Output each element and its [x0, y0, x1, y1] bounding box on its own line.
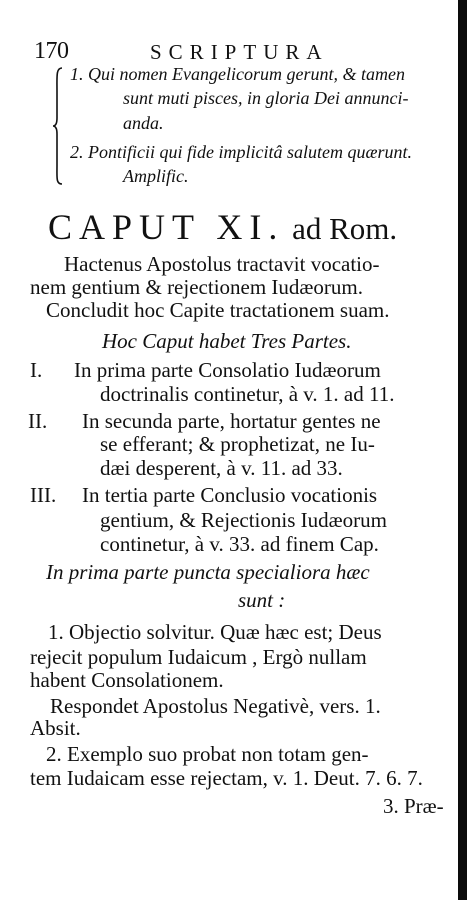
part-3-line-3: continetur, à v. 33. ad finem Cap.	[100, 532, 379, 556]
part-2-line-3: dæi desperent, à v. 11. ad 33.	[100, 456, 343, 480]
parts-heading: Hoc Caput habet Tres Partes.	[102, 329, 352, 353]
part-3-numeral: III.	[30, 483, 57, 507]
part-2-line-1: In secunda parte, hortatur gentes ne	[82, 409, 381, 433]
intro-line-1: Hactenus Apostolus tractavit vocatio-	[64, 252, 380, 276]
part-1-line-1: In prima parte Consolatio Iudæorum	[74, 358, 381, 382]
marginal-note-2-line-1: 2. Pontificii qui fide implicitâ salutem quærunt.	[70, 142, 412, 162]
part-3-line-2: gentium, & Rejectionis Iudæorum	[100, 508, 387, 532]
intro-line-3: Concludit hoc Capite tractationem suam.	[46, 298, 390, 322]
marginal-note-1-line-2: sunt muti pisces, in gloria Dei annunci-	[123, 88, 409, 108]
point-2-line-2: tem Iudaicam esse rejectam, v. 1. Deut. 7. 6. 7.	[30, 766, 423, 790]
point-1-line-2: rejecit populum Iudaicum , Ergò nullam	[30, 645, 367, 669]
part-1-numeral: I.	[30, 358, 43, 382]
marginal-note-1-line-3: anda.	[123, 113, 164, 133]
catchword: 3. Præ-	[383, 794, 444, 818]
part-1-line-2: doctrinalis continetur, à v. 1. ad 11.	[100, 382, 395, 406]
part-3-line-1: In tertia parte Conclusio vocationis	[82, 483, 378, 507]
subheading-line-1: In prima parte puncta specialiora hæc	[46, 560, 370, 584]
part-2-line-2: se efferant; & prophetizat, ne Iu-	[100, 432, 375, 456]
chapter-title	[48, 206, 397, 248]
running-title: SCRIPTURA	[150, 40, 329, 64]
page-edge-shadow	[458, 0, 467, 900]
marginal-note-1-line-1: 1. Qui nomen Evangelicorum gerunt, & tamen	[70, 64, 405, 84]
point-1-line-4: Respondet Apostolus Negativè, vers. 1.	[50, 694, 381, 718]
part-2-numeral: II.	[28, 409, 48, 433]
chapter-title-main: CAPUT XI.	[48, 207, 285, 247]
intro-line-2: nem gentium & rejectionem Iudæorum.	[30, 275, 364, 299]
curly-brace-icon	[53, 66, 63, 186]
marginal-note-2-line-2: Amplific.	[123, 166, 189, 186]
point-2-line-1: 2. Exemplo suo probat non totam gen-	[46, 742, 369, 766]
chapter-title-rest: ad Rom.	[284, 211, 398, 246]
point-1-line-3: habent Consolationem.	[30, 668, 224, 692]
subheading-line-2: sunt :	[238, 588, 286, 612]
point-1-line-1: 1. Objectio solvitur. Quæ hæc est; Deus	[48, 620, 382, 644]
page-number: 170	[34, 38, 69, 64]
point-1-line-5: Absit.	[30, 716, 81, 740]
